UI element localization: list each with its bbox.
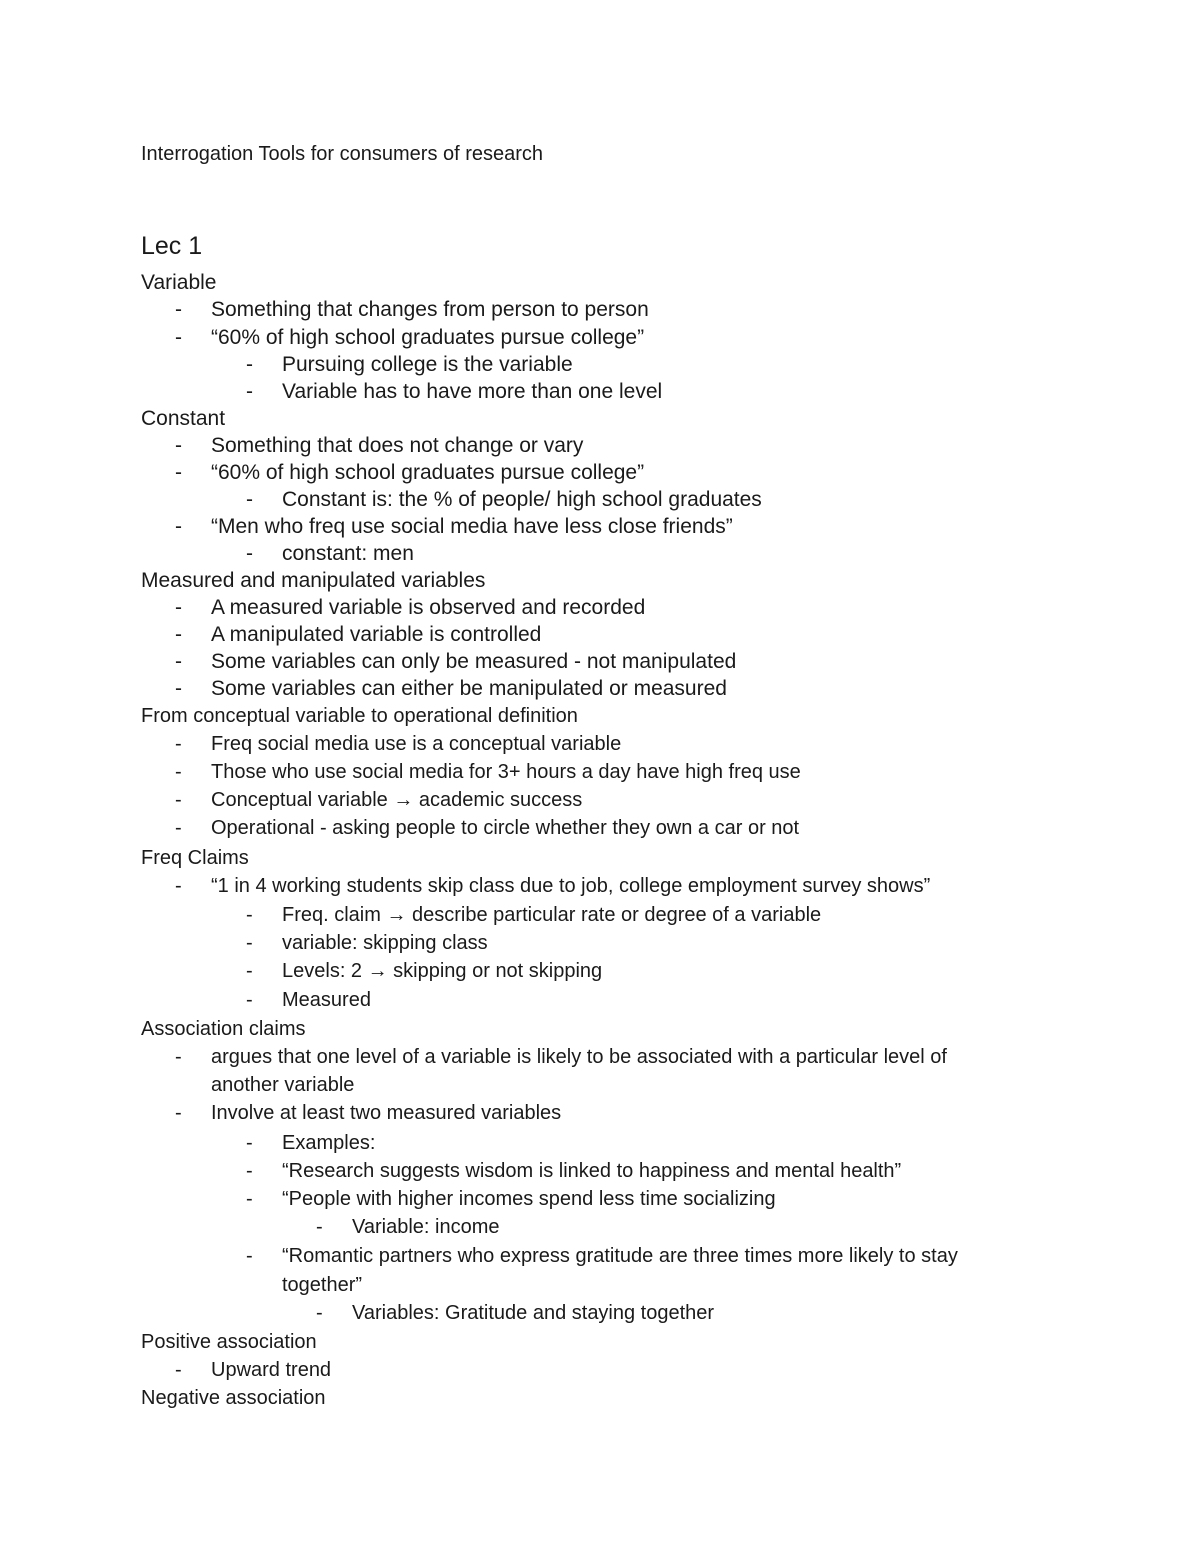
list-item xyxy=(0,815,1100,841)
document-title: Interrogation Tools for consumers of research xyxy=(141,143,544,165)
list-item xyxy=(0,902,1100,928)
list-item xyxy=(0,1214,1100,1240)
item-text: Those who use social media for 3+ hours a day have high freq use xyxy=(211,761,801,783)
list-item xyxy=(0,1186,1100,1212)
bullet-dash: - xyxy=(246,1132,253,1154)
item-text: Positive association xyxy=(141,1331,317,1353)
bullet-dash: - xyxy=(246,1160,253,1182)
bullet-dash: - xyxy=(175,789,182,811)
list-item xyxy=(0,1272,1100,1298)
item-text: another variable xyxy=(211,1074,355,1096)
list-item xyxy=(0,297,1100,323)
section-heading xyxy=(0,703,1100,729)
bullet-dash: - xyxy=(175,1359,182,1381)
bullet-dash: - xyxy=(175,298,182,321)
item-text: Freq Claims xyxy=(141,847,249,869)
item-text: Freq. claim → describe particular rate or degree of a variable xyxy=(282,904,822,926)
item-text: Constant xyxy=(141,407,226,430)
bullet-dash: - xyxy=(175,1046,182,1068)
section-heading xyxy=(0,1016,1100,1042)
bullet-dash: - xyxy=(246,542,253,565)
section-heading xyxy=(0,845,1100,871)
item-text: Pursuing college is the variable xyxy=(282,353,573,376)
item-text: Something that does not change or vary xyxy=(211,434,584,457)
list-item xyxy=(0,1130,1100,1156)
list-item xyxy=(0,731,1100,757)
bullet-dash: - xyxy=(175,677,182,700)
list-item xyxy=(0,514,1100,540)
list-item xyxy=(0,1357,1100,1383)
list-item xyxy=(0,325,1100,351)
list-item xyxy=(0,541,1100,567)
bullet-dash: - xyxy=(175,733,182,755)
list-item xyxy=(0,987,1100,1013)
item-text: A measured variable is observed and recorded xyxy=(211,596,646,619)
bullet-dash: - xyxy=(175,515,182,538)
bullet-dash: - xyxy=(175,461,182,484)
section-heading xyxy=(0,568,1100,594)
item-text: “People with higher incomes spend less time socializing xyxy=(282,1188,776,1210)
bullet-dash: - xyxy=(246,380,253,403)
item-text: Variable has to have more than one level xyxy=(282,380,663,403)
list-item xyxy=(0,1044,1100,1070)
list-item xyxy=(0,595,1100,621)
item-text: Variable: income xyxy=(352,1216,500,1238)
bullet-dash: - xyxy=(246,904,253,926)
bullet-dash: - xyxy=(246,353,253,376)
item-text: variable: skipping class xyxy=(282,932,488,954)
item-text: Something that changes from person to person xyxy=(211,298,649,321)
item-text: Constant is: the % of people/ high school graduates xyxy=(282,488,762,511)
list-item xyxy=(0,1158,1100,1184)
list-item xyxy=(0,1072,1100,1098)
list-item xyxy=(0,649,1100,675)
section-heading xyxy=(0,1385,1100,1411)
item-text: Variable xyxy=(141,271,217,294)
item-text: Conceptual variable → academic success xyxy=(211,789,583,811)
list-item xyxy=(0,352,1100,378)
section-heading xyxy=(0,270,1100,296)
item-text: A manipulated variable is controlled xyxy=(211,623,542,646)
item-text: Involve at least two measured variables xyxy=(211,1102,562,1124)
item-text: From conceptual variable to operational definition xyxy=(141,705,578,727)
bullet-dash: - xyxy=(175,596,182,619)
item-text: “60% of high school graduates pursue college” xyxy=(211,461,645,484)
list-item xyxy=(0,873,1100,899)
list-item xyxy=(0,433,1100,459)
item-text: “60% of high school graduates pursue college” xyxy=(211,326,645,349)
bullet-dash: - xyxy=(175,761,182,783)
item-text: “Research suggests wisdom is linked to happiness and mental health” xyxy=(282,1160,902,1182)
item-text: argues that one level of a variable is likely to be associated with a particular level of xyxy=(211,1046,947,1068)
bullet-dash: - xyxy=(246,932,253,954)
list-item xyxy=(0,676,1100,702)
item-text: Some variables can only be measured - not manipulated xyxy=(211,650,737,673)
bullet-dash: - xyxy=(175,326,182,349)
lecture-heading: Lec 1 xyxy=(141,232,203,260)
list-item xyxy=(0,958,1100,984)
item-text: Measured xyxy=(282,989,371,1011)
item-text: “Men who freq use social media have less close friends” xyxy=(211,515,733,538)
item-text: Examples: xyxy=(282,1132,376,1154)
bullet-dash: - xyxy=(175,434,182,457)
item-text: Some variables can either be manipulated or measured xyxy=(211,677,727,700)
bullet-dash: - xyxy=(175,1102,182,1124)
list-item xyxy=(0,759,1100,785)
item-text: Measured and manipulated variables xyxy=(141,569,486,592)
item-text: Levels: 2 → skipping or not skipping xyxy=(282,960,603,982)
bullet-dash: - xyxy=(175,817,182,839)
item-text: Freq social media use is a conceptual variable xyxy=(211,733,622,755)
list-item xyxy=(0,379,1100,405)
list-item xyxy=(0,787,1100,813)
bullet-dash: - xyxy=(175,623,182,646)
bullet-dash: - xyxy=(246,488,253,511)
item-text: “Romantic partners who express gratitude are three times more likely to stay xyxy=(282,1245,958,1267)
item-text: Operational - asking people to circle whether they own a car or not xyxy=(211,817,800,839)
item-text: “1 in 4 working students skip class due to job, college employment survey shows” xyxy=(211,875,931,897)
section-heading xyxy=(0,406,1100,432)
bullet-dash: - xyxy=(246,1188,253,1210)
bullet-dash: - xyxy=(246,989,253,1011)
item-text: Association claims xyxy=(141,1018,306,1040)
item-text: constant: men xyxy=(282,542,414,565)
list-item xyxy=(0,930,1100,956)
bullet-dash: - xyxy=(175,875,182,897)
item-text: Variables: Gratitude and staying together xyxy=(352,1302,715,1324)
item-text: Negative association xyxy=(141,1387,326,1409)
item-text: Upward trend xyxy=(211,1359,332,1381)
list-item xyxy=(0,1300,1100,1326)
list-item xyxy=(0,622,1100,648)
bullet-dash: - xyxy=(246,1245,253,1267)
list-item xyxy=(0,1100,1100,1126)
list-item xyxy=(0,487,1100,513)
item-text: together” xyxy=(282,1274,363,1296)
bullet-dash: - xyxy=(316,1216,323,1238)
section-heading xyxy=(0,1329,1100,1355)
bullet-dash: - xyxy=(316,1302,323,1324)
list-item xyxy=(0,1243,1100,1269)
list-item xyxy=(0,460,1100,486)
bullet-dash: - xyxy=(246,960,253,982)
bullet-dash: - xyxy=(175,650,182,673)
